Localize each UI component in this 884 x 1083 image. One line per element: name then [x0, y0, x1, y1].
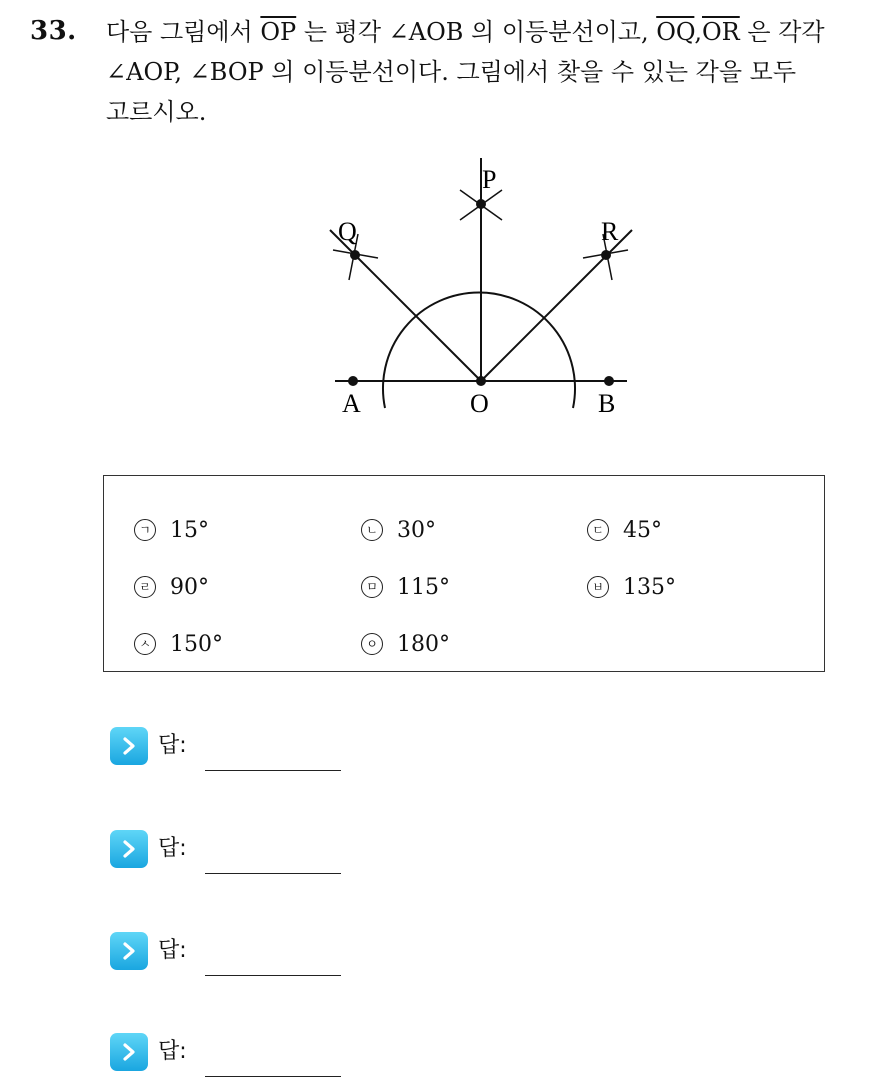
figure-svg: [320, 150, 650, 430]
segment-op: $\overline{OP}$: [260, 18, 297, 46]
circled-letter-icon: ㄹ: [134, 576, 156, 598]
question-line-1: [106, 12, 866, 52]
label-q: Q: [338, 217, 357, 246]
question-text-part: 는 평각 ∠AOB 의 이등분선이고,: [296, 18, 657, 46]
answer-label: 답:: [158, 733, 187, 758]
choice-item[interactable]: [361, 629, 450, 659]
choice-value: 15°: [170, 517, 209, 543]
question-text-part: 다음 그림에서: [106, 18, 261, 46]
point-r: [601, 250, 611, 260]
choice-item[interactable]: [361, 572, 450, 602]
answer-blank[interactable]: [205, 733, 341, 771]
label-b: B: [598, 389, 616, 418]
answer-blank[interactable]: [205, 938, 341, 976]
circled-letter-icon: ㅁ: [361, 576, 383, 598]
segment-oq: $\overline{OQ}$: [656, 18, 695, 46]
point-o: [476, 376, 486, 386]
question-line-2: ∠AOP, ∠BOP 의 이등분선이다. 그림에서 찾을 수 있는 각을 모두: [106, 58, 797, 86]
chevron-right-icon: [110, 932, 148, 970]
answer-label: 답:: [158, 836, 187, 861]
answer-row: [110, 727, 341, 777]
answer-blank[interactable]: [205, 1039, 341, 1077]
label-r: R: [601, 217, 619, 246]
circled-letter-icon: ㄴ: [361, 519, 383, 541]
question-text-part: 은 각각: [739, 18, 825, 46]
chevron-right-icon: [110, 1033, 148, 1071]
choice-item[interactable]: [134, 572, 209, 602]
point-b: [604, 376, 614, 386]
circled-letter-icon: ㅂ: [587, 576, 609, 598]
question-text: [106, 12, 866, 132]
choice-item[interactable]: [587, 515, 662, 545]
choice-value: 135°: [623, 574, 676, 600]
answer-label: 답:: [158, 1039, 187, 1064]
choice-item[interactable]: [134, 515, 209, 545]
point-q: [350, 250, 360, 260]
label-a: A: [342, 389, 361, 418]
choice-item[interactable]: [361, 515, 436, 545]
answer-row: [110, 830, 341, 880]
choice-value: 180°: [397, 631, 450, 657]
question-text-part: ,: [694, 18, 702, 46]
answer-label: 답:: [158, 938, 187, 963]
answer-row: [110, 1033, 341, 1083]
point-p: [476, 199, 486, 209]
choice-value: 90°: [170, 574, 209, 600]
choice-item[interactable]: [134, 629, 223, 659]
label-p: P: [482, 165, 497, 194]
question-line-3: 고르시오.: [106, 98, 207, 126]
choice-value: 30°: [397, 517, 436, 543]
chevron-right-icon: [110, 830, 148, 868]
choice-value: 150°: [170, 631, 223, 657]
answer-row: [110, 932, 341, 982]
segment-or: $\overline{OR}$: [702, 18, 740, 46]
question-number: 33.: [30, 16, 77, 46]
choice-value: 115°: [397, 574, 450, 600]
chevron-right-icon: [110, 727, 148, 765]
answer-blank[interactable]: [205, 836, 341, 874]
circled-letter-icon: ㄱ: [134, 519, 156, 541]
circled-letter-icon: ㅅ: [134, 633, 156, 655]
circled-letter-icon: ㄷ: [587, 519, 609, 541]
point-a: [348, 376, 358, 386]
choice-value: 45°: [623, 517, 662, 543]
angle-bisector-figure: [320, 150, 650, 430]
choice-box: [103, 475, 825, 672]
circled-letter-icon: ㅇ: [361, 633, 383, 655]
choice-item[interactable]: [587, 572, 676, 602]
label-o: O: [470, 389, 489, 418]
